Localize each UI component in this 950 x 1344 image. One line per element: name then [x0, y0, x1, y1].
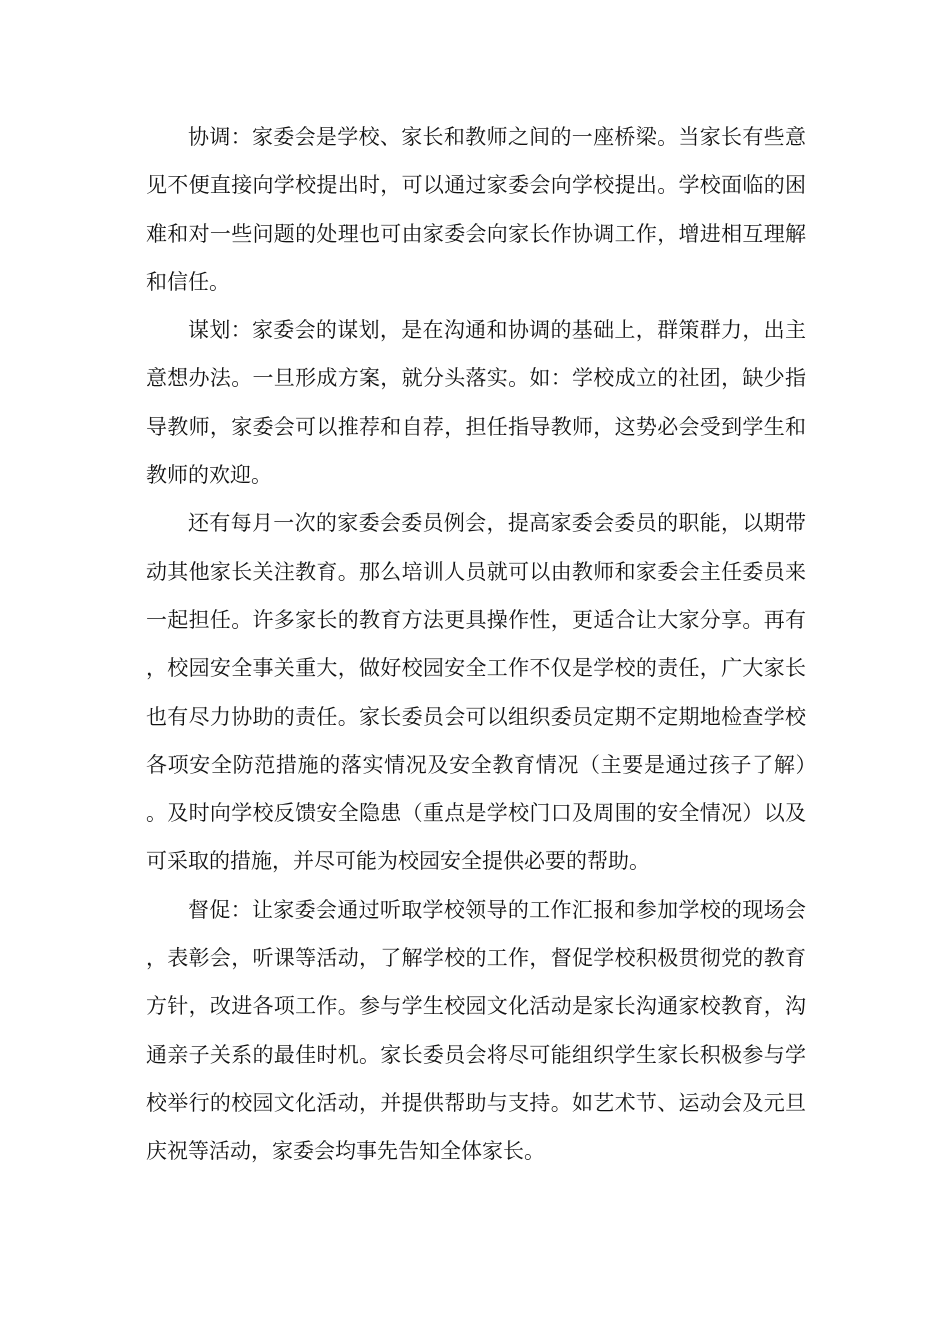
document-page	[146, 113, 806, 1176]
paragraph-meetings-safety: 还有每月一次的家委会委员例会，提高家委会委员的职能，以期带动其他家长关注教育。那么培训人员就可以由教师和家委会主任委员来一起担任。许多家长的教育方法更具操作性，更适合让大家分享。再有，校园安全事关重大，做好校园安全工作不仅是学校的责任，广大家长也有尽力协助的责任。家长委员会可以组织委员定期不定期地检查学校各项安全防范措施的落实情况及安全教育情况（主要是通过孩子了解）。及时向学校反馈安全隐患（重点是学校门口及周围的安全情况）以及可采取的措施，并尽可能为校园安全提供必要的帮助。	[146, 511, 806, 874]
paragraph-coordination: 协调：家委会是学校、家长和教师之间的一座桥梁。当家长有些意见不便直接向学校提出时，可以通过家委会向学校提出。学校面临的困难和对一些问题的处理也可由家委会向家长作协调工作，增进相互理解和信任。	[146, 125, 806, 294]
paragraph-planning: 谋划：家委会的谋划，是在沟通和协调的基础上，群策群力，出主意想办法。一旦形成方案，就分头落实。如：学校成立的社团，缺少指导教师，家委会可以推荐和自荐，担任指导教师，这势必会受到学生和教师的欢迎。	[146, 318, 806, 488]
paragraph-supervision: 督促：让家委会通过听取学校领导的工作汇报和参加学校的现场会，表彰会，听课等活动，了解学校的工作，督促学校积极贯彻党的教育方针，改进各项工作。参与学生校园文化活动是家长沟通家校教育，沟通亲子关系的最佳时机。家长委员会将尽可能组织学生家长积极参与学校举行的校园文化活动，并提供帮助与支持。如艺术节、运动会及元旦庆祝等活动，家委会均事先告知全体家长。	[146, 897, 806, 1164]
